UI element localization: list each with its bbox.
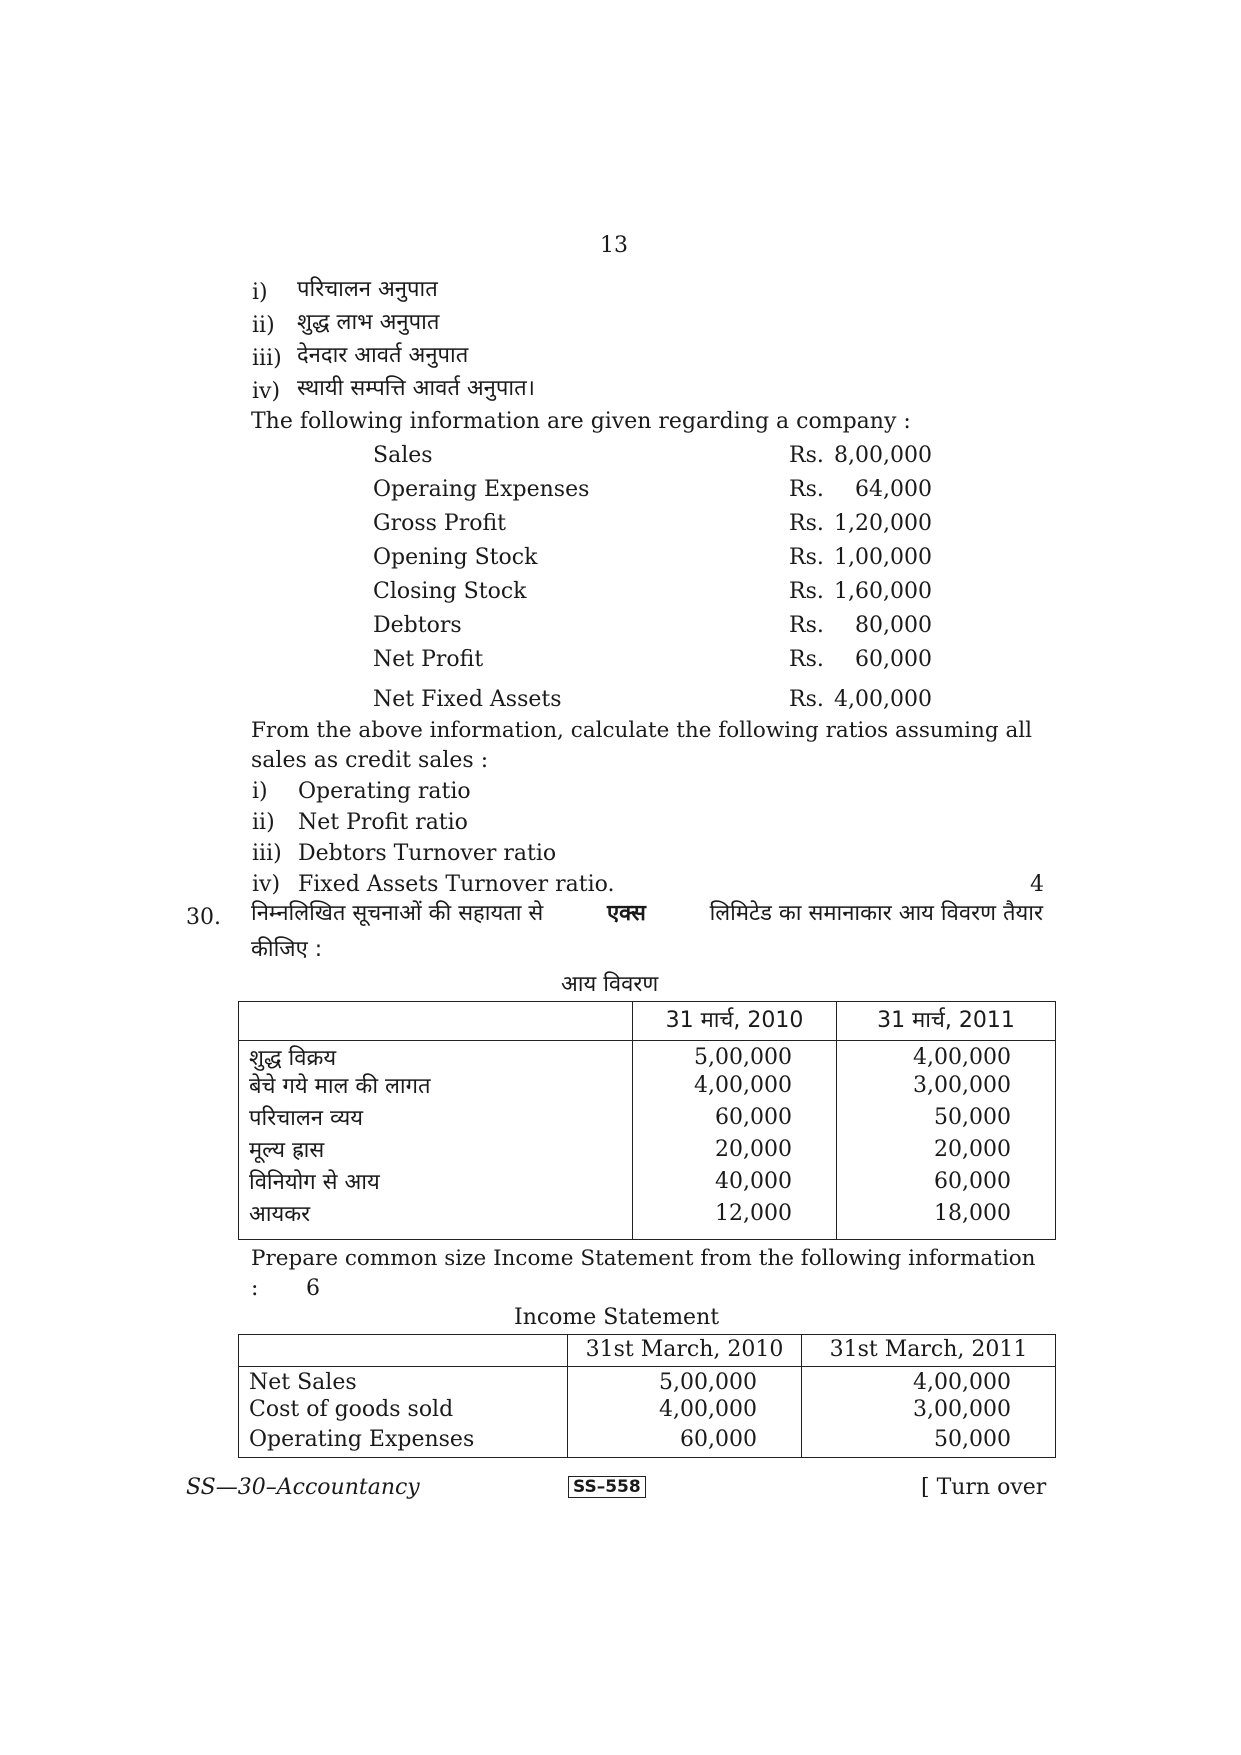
- info-currency: Rs.: [789, 647, 824, 672]
- table-cell: 50,000: [837, 1105, 1056, 1137]
- info-label: Opening Stock: [373, 545, 538, 570]
- english-income-table: [238, 1334, 1056, 1458]
- question-hindi-line1: [251, 900, 1043, 928]
- table-cell: 4,00,000: [837, 1041, 1056, 1074]
- turn-over-label: [ Turn over: [921, 1475, 1047, 1500]
- info-amount: 80,000: [855, 613, 932, 638]
- table-row: [239, 1105, 1056, 1137]
- table-row: [239, 1137, 1056, 1169]
- list-item: Fixed Assets Turnover ratio.: [298, 872, 615, 897]
- list-item-number: iii): [252, 346, 282, 371]
- table-cell: 4,00,000: [633, 1073, 837, 1105]
- table-cell: विनियोग से आय: [239, 1169, 633, 1201]
- info-amount: 1,20,000: [834, 511, 932, 536]
- info-amount: 60,000: [855, 647, 932, 672]
- list-item-number: iii): [252, 841, 282, 866]
- table-cell: 60,000: [568, 1427, 802, 1458]
- list-item-number: iv): [252, 872, 281, 897]
- question-hindi-bold: एक्स: [606, 901, 646, 926]
- info-label: Net Fixed Assets: [373, 687, 562, 712]
- table-cell: 40,000: [633, 1169, 837, 1201]
- table-row: [239, 1427, 1056, 1458]
- question-hindi-text-a: निम्नलिखित सूचनाओं की सहायता से: [251, 901, 544, 926]
- table-header-cell: [239, 1002, 633, 1041]
- calc-instruction-line2: sales as credit sales :: [251, 748, 489, 773]
- list-item-number: i): [252, 779, 268, 804]
- marks-label: 4: [1030, 872, 1044, 897]
- list-item-number: ii): [252, 810, 275, 835]
- table-cell: 18,000: [837, 1201, 1056, 1239]
- table-cell: 3,00,000: [802, 1397, 1056, 1427]
- question-number: 30.: [186, 905, 221, 930]
- info-amount: 1,00,000: [834, 545, 932, 570]
- table-cell: Operating Expenses: [239, 1427, 568, 1458]
- table-cell: 50,000: [802, 1427, 1056, 1458]
- table-cell: 60,000: [633, 1105, 837, 1137]
- calc-instruction-line1: From the above information, calculate the following ratios assuming all: [251, 718, 1033, 743]
- list-item-number: iv): [252, 379, 281, 404]
- table-row: [239, 1367, 1056, 1397]
- footer-subject: SS—30–Accountancy: [186, 1475, 420, 1500]
- question-hindi-text-b: लिमिटेड का समानाकार आय विवरण तैयार: [709, 901, 1043, 926]
- info-amount: 4,00,000: [834, 687, 932, 712]
- marks-label: 6: [306, 1276, 320, 1301]
- table-cell: 4,00,000: [802, 1367, 1056, 1397]
- page-number: 13: [600, 233, 628, 258]
- info-label: Closing Stock: [373, 579, 527, 604]
- list-item: Net Profit ratio: [298, 810, 468, 835]
- table-cell: 20,000: [633, 1137, 837, 1169]
- table-cell: 60,000: [837, 1169, 1056, 1201]
- info-amount: 8,00,000: [834, 443, 932, 468]
- table-row: [239, 1169, 1056, 1201]
- table-cell: Cost of goods sold: [239, 1397, 568, 1427]
- list-item: शुद्ध लाभ अनुपात: [297, 310, 440, 335]
- info-amount: 1,60,000: [834, 579, 932, 604]
- footer-code: SS–558: [568, 1476, 646, 1498]
- footer-code-box: [568, 1476, 646, 1498]
- table-row: [239, 1397, 1056, 1427]
- english-table-title: Income Statement: [514, 1305, 720, 1330]
- table-row: [239, 1201, 1056, 1239]
- info-label: Sales: [373, 443, 433, 468]
- table-cell: Net Sales: [239, 1367, 568, 1397]
- list-item: स्थायी सम्पत्ति आवर्त अनुपात।: [297, 376, 535, 401]
- table-cell: 5,00,000: [568, 1367, 802, 1397]
- info-currency: Rs.: [789, 687, 824, 712]
- info-currency: Rs.: [789, 545, 824, 570]
- info-currency: Rs.: [789, 613, 824, 638]
- table-header-cell: [239, 1335, 568, 1367]
- info-currency: Rs.: [789, 579, 824, 604]
- question-hindi-line2: कीजिए :: [251, 937, 323, 962]
- list-item: परिचालन अनुपात: [297, 277, 438, 302]
- hindi-table-title: आय विवरण: [561, 972, 659, 997]
- table-cell: 20,000: [837, 1137, 1056, 1169]
- info-currency: Rs.: [789, 477, 824, 502]
- info-label: Debtors: [373, 613, 462, 638]
- question-english-colon: :: [251, 1276, 259, 1301]
- info-label: Net Profit: [373, 647, 484, 672]
- table-header-cell: 31 मार्च, 2010: [633, 1002, 837, 1041]
- info-currency: Rs.: [789, 443, 824, 468]
- table-header-cell: 31st March, 2011: [802, 1335, 1056, 1367]
- table-cell: 3,00,000: [837, 1073, 1056, 1105]
- table-cell: 12,000: [633, 1201, 837, 1239]
- list-item: देनदार आवर्त अनुपात: [297, 343, 469, 368]
- info-label: Gross Profit: [373, 511, 506, 536]
- table-cell: बेचे गये माल की लागत: [239, 1073, 633, 1105]
- table-row: [239, 1073, 1056, 1105]
- table-cell: परिचालन व्यय: [239, 1105, 633, 1137]
- info-currency: Rs.: [789, 511, 824, 536]
- table-cell: मूल्य ह्रास: [239, 1137, 633, 1169]
- table-cell: 5,00,000: [633, 1041, 837, 1074]
- table-header-cell: 31 मार्च, 2011: [837, 1002, 1056, 1041]
- info-intro: The following information are given regarding a company :: [251, 409, 911, 434]
- table-header-row: [239, 1335, 1056, 1367]
- hindi-income-table: [238, 1001, 1056, 1240]
- list-item: Debtors Turnover ratio: [298, 841, 557, 866]
- table-cell: आयकर: [239, 1201, 633, 1239]
- table-header-cell: 31st March, 2010: [568, 1335, 802, 1367]
- table-row: [239, 1041, 1056, 1074]
- table-header-row: [239, 1002, 1056, 1041]
- table-cell: शुद्ध विक्रय: [239, 1041, 633, 1074]
- question-english-line1: Prepare common size Income Statement from the following information: [251, 1246, 1036, 1271]
- table-cell: 4,00,000: [568, 1397, 802, 1427]
- list-item-number: i): [252, 280, 268, 305]
- list-item-number: ii): [252, 313, 275, 338]
- list-item: Operating ratio: [298, 779, 471, 804]
- info-amount: 64,000: [855, 477, 932, 502]
- info-label: Operaing Expenses: [373, 477, 590, 502]
